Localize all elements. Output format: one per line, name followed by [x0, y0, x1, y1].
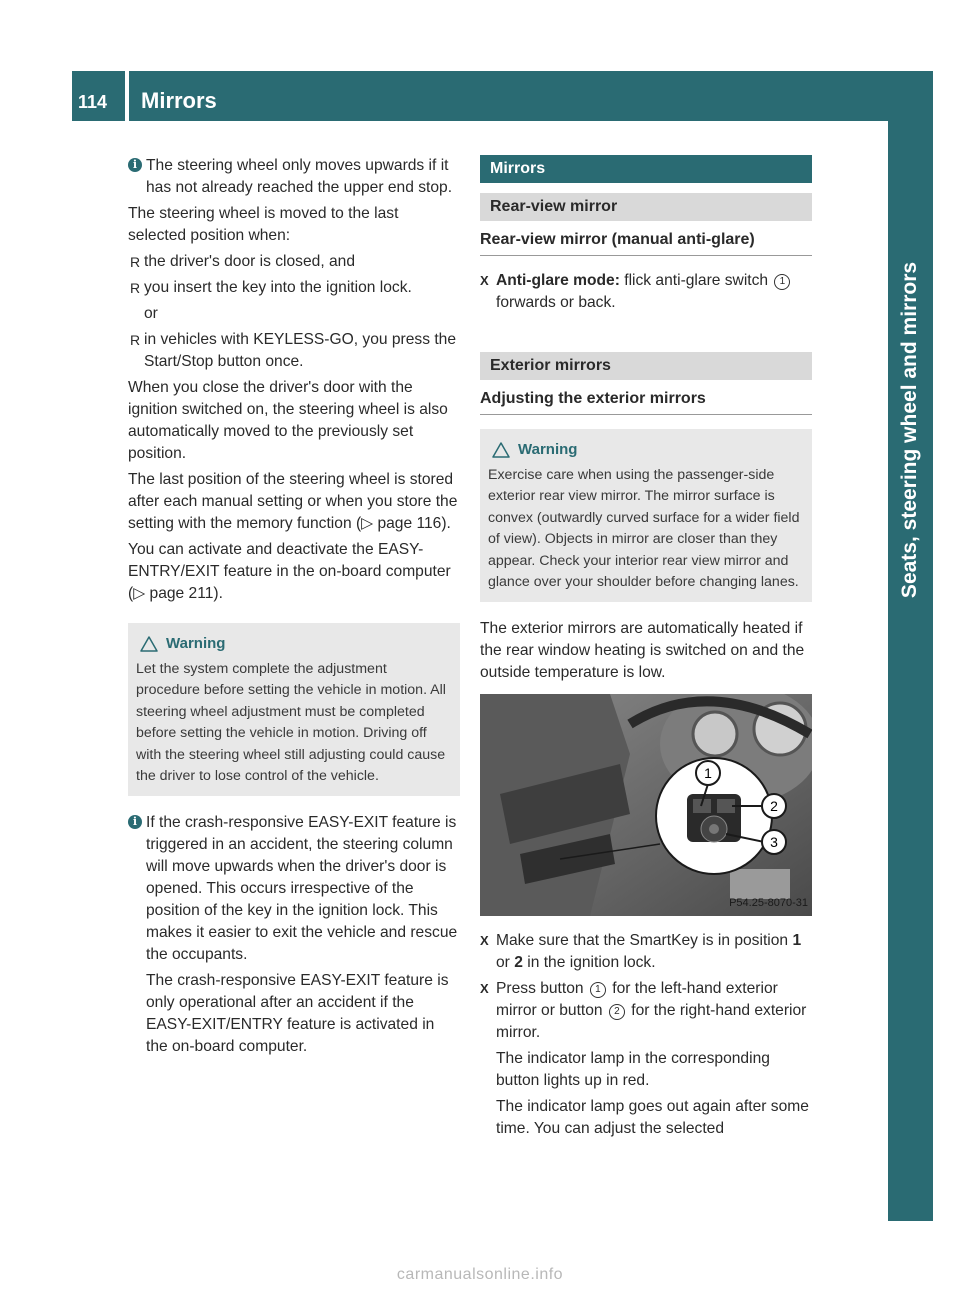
position-2: 2 [514, 953, 523, 971]
position-1: 1 [792, 931, 802, 949]
paragraph: The last position of the steering wheel is stored after each manual setting or when you store the setting with the memory function (▷ page 116). [128, 471, 458, 532]
mirror-controls-photo [480, 694, 812, 916]
step-item [480, 270, 812, 314]
door-panel-illustration [480, 694, 812, 916]
warning-title [136, 633, 452, 655]
paragraph: You can activate and deactivate the EASY-ENTRY/EXIT feature in the on-board computer (▷ page 211). [128, 541, 451, 602]
page-number: 114 [78, 92, 108, 112]
step-arrow-icon: X [480, 273, 489, 288]
bullet-icon: R [130, 254, 141, 270]
callout-1-icon: 1 [590, 982, 606, 998]
chapter-side-label: Seats, steering wheel and mirrors [898, 261, 921, 599]
step-text: Press button [496, 979, 584, 997]
list-item [128, 329, 460, 373]
step-text: in the ignition lock. [527, 953, 656, 971]
list-item [128, 277, 460, 299]
info-icon: i [128, 158, 142, 172]
warning-box [128, 623, 460, 796]
warning-title-text: Warning [166, 635, 226, 652]
warning-box [480, 429, 812, 602]
or-text: or [144, 305, 158, 322]
bullet-icon: R [130, 280, 141, 296]
warning-title-text: Warning [518, 441, 578, 458]
callout-1-icon: 1 [774, 274, 790, 290]
info-note-text: The steering wheel only moves upwards if it has not already reached the upper end stop. [146, 157, 453, 196]
chapter-side-tab [888, 71, 933, 1221]
subsection-header: Rear-view mirror [480, 193, 812, 221]
list-item-text: the driver's door is closed, and [144, 253, 356, 270]
image-code: P54.25-8070-31 [729, 896, 808, 909]
step-text: for the left-hand exterior mirror or button [496, 979, 778, 1019]
info-note-text: The crash-responsive EASY-EXIT feature is only operational after an accident if the EASY-EXIT/ENTRY feature is activated in the on-board computer. [146, 971, 449, 1055]
page-title: Mirrors [141, 88, 217, 113]
callout-2-icon: 2 [609, 1004, 625, 1020]
step-text: flick anti-glare switch [624, 272, 769, 289]
info-note-text: If the crash-responsive EASY-EXIT feature is triggered in an accident, the steering column will move upwards when the driver's door is opened. This occurs irrespective of the position of the key in the ignition lock. This makes it easier to exit the vehicle and rescue the occupants. [146, 813, 458, 963]
step-text: or [496, 953, 510, 971]
paragraph: The steering wheel is moved to the last selected position when: [128, 205, 399, 244]
list-item-text: you insert the key into the ignition lock. [144, 279, 412, 296]
paragraph: The exterior mirrors are automatically heated if the rear window heating is switched on and the outside temperature is low. [480, 619, 805, 681]
bullet-icon: R [130, 332, 141, 348]
paragraph: When you close the driver's door with the ignition switched on, the steering wheel is also automatically moved to the previously set position. [128, 379, 448, 462]
subsection-header: Exterior mirrors [480, 352, 812, 380]
step-bold: Anti-glare mode: [496, 272, 620, 289]
callout-1-label: 1 [704, 764, 712, 781]
step-text: for the right-hand exterior mirror. [496, 1001, 807, 1041]
right-column [480, 155, 812, 1144]
step-paragraph: The indicator lamp in the corresponding button lights up in red. [496, 1049, 770, 1089]
info-icon: i [128, 815, 142, 829]
section-header: Mirrors [480, 155, 812, 183]
header-separator [125, 71, 129, 121]
warning-title [488, 439, 804, 461]
step-item [480, 978, 812, 1140]
step-paragraph: The indicator lamp goes out again after some time. You can adjust the selected [496, 1097, 809, 1137]
info-note [128, 812, 460, 1058]
watermark: carmanualsonline.info [396, 1266, 564, 1283]
info-note [128, 155, 460, 199]
warning-text: Exercise care when using the passenger-side exterior rear view mirror. The mirror surface is convex (outwardly curved surface for a wider field of view). Objects in mirror are closer than they appear. Check your interior rear view mirror and glance over your shoulder before changing lanes. [488, 466, 800, 590]
list-item [128, 251, 460, 273]
warning-text: Let the system complete the adjustment procedure before setting the vehicle in motion. All steering wheel adjustment must be completed before setting the vehicle in motion. Driving off with the steering wheel still adjusting could cause the driver to lose control of the vehicle. [136, 660, 446, 784]
step-arrow-icon: X [480, 980, 489, 996]
step-arrow-icon: X [480, 932, 489, 948]
callout-3-label: 3 [770, 833, 778, 850]
topic-heading: Rear-view mirror (manual anti-glare) [480, 229, 812, 256]
warning-triangle-icon [140, 636, 158, 652]
topic-heading: Adjusting the exterior mirrors [480, 388, 812, 415]
step-text: Make sure that the SmartKey is in position [496, 931, 789, 949]
warning-triangle-icon [492, 442, 510, 458]
left-column [128, 155, 460, 1062]
step-item [480, 930, 812, 974]
callout-2-label: 2 [770, 797, 778, 814]
step-text: forwards or back. [496, 294, 616, 311]
list-item-text: in vehicles with KEYLESS-GO, you press the Start/Stop button once. [144, 331, 457, 370]
